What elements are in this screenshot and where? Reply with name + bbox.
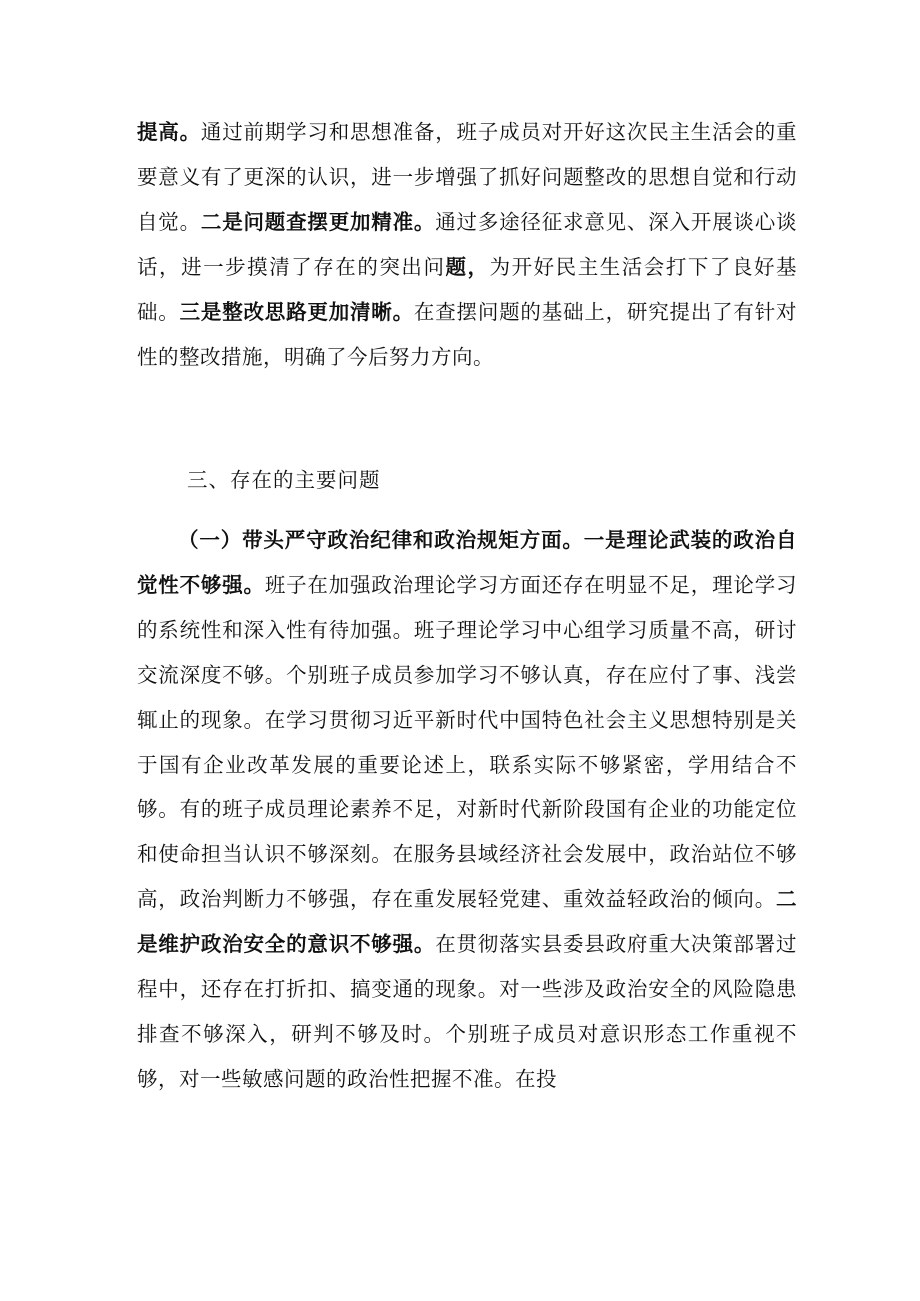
paragraph-problems	[137, 518, 797, 1102]
paragraph-text	[137, 518, 797, 1102]
paragraph-achievements	[137, 110, 797, 379]
body-text: 通过前期学习和思想准备，班子成员对开好这次民主生活会的重要意义有了更深的认识，进一步增强了抓好问题整改的思想自觉和行动自觉。	[137, 120, 798, 234]
body-text: 通过多途径征求意见、深入开展谈心谈话，进一步摸清了存在的突出问	[137, 209, 798, 279]
paragraph-text	[137, 110, 797, 379]
section-heading: 三、存在的主要问题	[187, 468, 381, 492]
bold-phrase: 三是整改思路更加清晰。	[179, 299, 414, 324]
body-text: 班子在加强政治理论学习方面还存在明显不足，理论学习的系统性和深入性有待加强。班子理论学习中心组学习质量不高，研讨交流深度不够。个别班子成员参加学习不够认真，存在应付了事、浅尝辄止的现象。在学习贯彻习近平新时代中国特色社会主义思想特别是关于国有企业改革发展的重要论述上，联系实际不够紧密，学用结合不够。有的班子成员理论素养不足，对新时代新阶段国有企业的功能定位和使命担当认识不够深刻。在服务县域经济社会发展中，政治站位不够高，政治判断力不够强，存在重发展轻党建、重效益轻政治的倾向。	[137, 572, 798, 912]
body-text: 在贯彻落实县委县政府重大决策部署过程中，还存在打折扣、搞变通的现象。对一些涉及政治安全的风险隐患排查不够深入，研判不够及时。个别班子成员对意识形态工作重视不够，对一些敏感问题的政治性把握不准。在投	[137, 932, 798, 1091]
body-text: 为开好民主生活会打下了良好基础。	[137, 254, 798, 324]
body-text: 在查摆问题的基础上，研究提出了有针对性的整改措施，明确了今后努力方向。	[137, 299, 798, 369]
bold-phrase: 提高。	[137, 120, 201, 144]
bold-phrase: 二是问题查摆更加精准。	[200, 209, 436, 234]
bold-phrase: 题，	[445, 254, 490, 279]
bold-phrase: 二是维护政治安全的意识不够强。	[137, 887, 797, 957]
bold-phrase: （一）带头严守政治纪律和政治规矩方面。一是理论武装的政治自觉性不够强。	[137, 528, 797, 597]
